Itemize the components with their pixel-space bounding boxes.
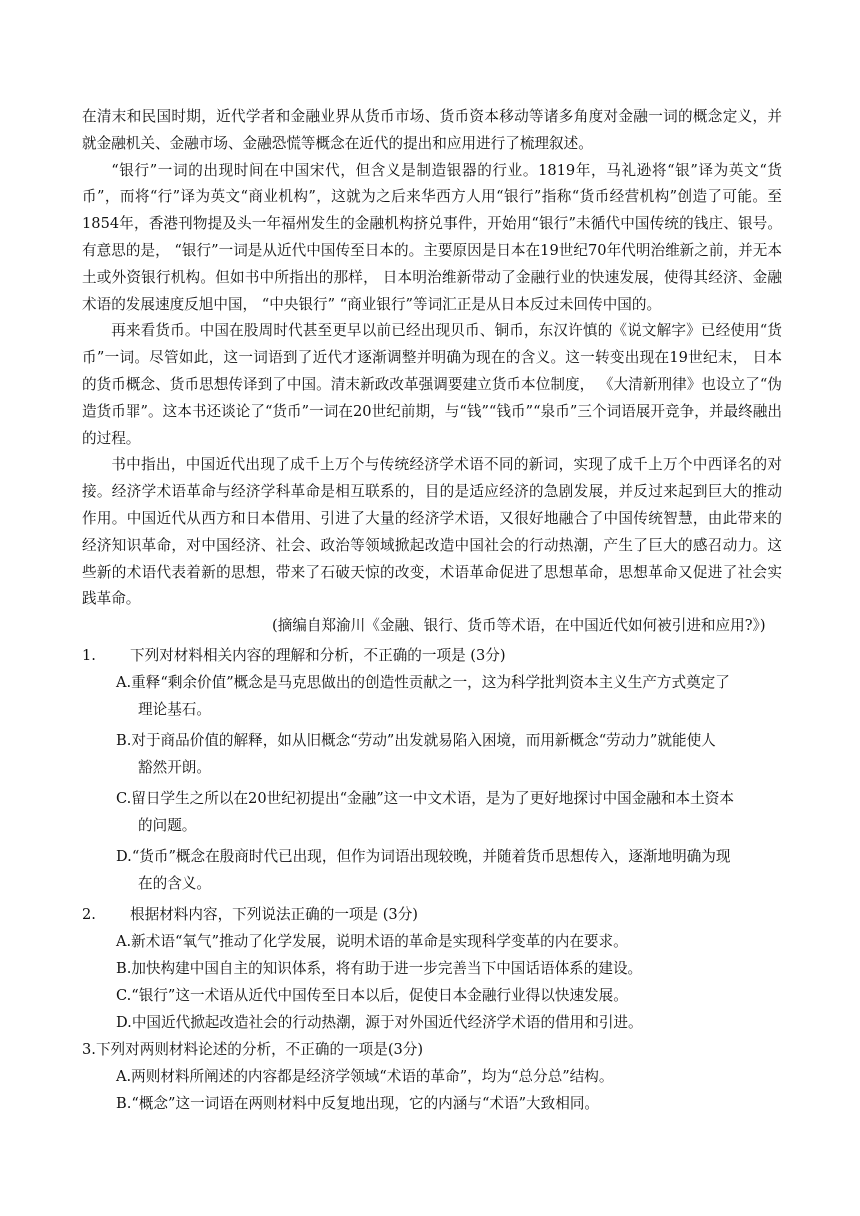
option-a[interactable]: A.新术语“氧气”推动了化学发展，说明术语的革命是实现科学变革的内在要求。 — [116, 932, 628, 950]
option-text-continued: 的问题。 — [138, 816, 197, 834]
option-a[interactable] — [82, 669, 782, 723]
question-text: 下列对材料相关内容的理解和分析，不正确的一项是 (3分) — [130, 646, 506, 664]
option-c[interactable]: C.“银行”这一术语从近代中国传至日本以后，促使日本金融行业得以快速发展。 — [116, 986, 628, 1004]
question-2 — [82, 901, 782, 1036]
option-c[interactable] — [82, 785, 782, 839]
option-b[interactable] — [82, 727, 782, 781]
option-text-continued: 在的含义。 — [138, 874, 211, 892]
option-a[interactable]: A.两则材料所阐述的内容都是经济学领域“术语的革命”，均为“总分总”结构。 — [116, 1067, 614, 1085]
option-d[interactable]: D.中国近代掀起改造社会的行动热潮，源于对外国近代经济学术语的借用和引进。 — [116, 1013, 643, 1031]
passage-source: (摘编自郑渝川《金融、银行、货币等术语，在中国近代如何被引进和应用?》) — [272, 617, 766, 635]
option-text: B.对于商品价值的解释，如从旧概念“劳动”出发就易陷入困境，而用新概念“劳动力”就能使人 — [116, 731, 716, 749]
option-d[interactable] — [82, 843, 782, 897]
passage-paragraph-2: “银行”一词的出现时间在中国宋代，但含义是制造银器的行业。1819年，马礼逊将“银”译为英文“货币”，而将“行”译为英文“商业机构”，这就为之后来华西方人用“银行”指称“货币经营机构”创造了可能。至1854年，香港刊物提及头一年福州发生的金融机构挤兑事件，开始用“银行”未循代中国传统的钱庄、银号。有意思的是， “银行”一词是从近代中国传至日本的。主要原因是日本在19世纪70年代明治维新之前，并无本土或外资银行机构。但如书中所指出的那样， 日本明治维新带动了金融行业的快速发展，使得其经济、金融术语的发展速度反旭中国， “中央银行” “商业银行”等词汇正是从日本反过未回传中国的。 — [82, 161, 782, 313]
option-text: D.“货币”概念在殷商时代已出现，但作为词语出现较晚，并随着货币思想传入，逐渐地明确为现 — [116, 847, 731, 865]
passage-paragraph-4: 书中指出，中国近代出现了成千上万个与传统经济学术语不同的新词，实现了成千上万个中西译名的对接。经济学术语革命与经济学科革命是相互联系的，目的是适应经济的急剧发展，并反过来起到巨大的推动作用。中国近代从西方和日本借用、引进了大量的经济学术语，又很好地融合了中国传统智慧，由此带来的经济知识革命，对中国经济、社会、政治等领域掀起改造中国社会的行动热潮，产生了巨大的感召动力。这些新的术语代表着新的思想，带来了石破天惊的改变，术语革命促进了思想革命，思想革命又促进了社会实践革命。 — [82, 456, 782, 608]
document-page — [82, 104, 782, 1117]
question-number: 1. — [82, 646, 96, 664]
question-number: 3. — [82, 1040, 96, 1058]
option-b[interactable]: B.“概念”这一词语在两则材料中反复地出现，它的内涵与“术语”大致相同。 — [116, 1094, 600, 1112]
option-text: C.留日学生之所以在20世纪初提出“金融”这一中文术语，是为了更好地探讨中国金融和本土资本 — [116, 789, 734, 807]
option-text: A.重释“剩余价值”概念是马克思做出的创造性贡献之一，这为科学批判资本主义生产方式奠定了 — [116, 673, 730, 691]
question-stem — [82, 642, 782, 669]
question-text: 根据材料内容，下列说法正确的一项是 (3分) — [130, 905, 419, 923]
question-text: 下列对两则材料论述的分析，不正确的一项是(3分) — [95, 1040, 424, 1058]
passage-paragraph-1: 在清末和民国时期，近代学者和金融业界从货币市场、货币资本移动等诸多角度对金融一词的概念定义，并就金融机关、金融市场、金融恐慌等概念在近代的提出和应用进行了梳理叙述。 — [82, 108, 782, 152]
question-stem — [82, 901, 782, 928]
question-number: 2. — [82, 905, 96, 923]
option-text-continued: 理论基石。 — [138, 700, 211, 718]
option-b[interactable]: B.加快构建中国自主的知识体系，将有助于进一步完善当下中国话语体系的建设。 — [116, 959, 643, 977]
option-text-continued: 豁然开朗。 — [138, 758, 211, 776]
question-1 — [82, 642, 782, 897]
question-3 — [82, 1036, 782, 1117]
passage-paragraph-3: 再来看货币。中国在股周时代甚至更早以前已经出现贝币、铜币，东汉许慎的《说文解字》已经使用“货币”一词。尽管如此，这一词语到了近代才逐渐调整并明确为现在的含义。这一转变出现在19世纪末， 日本的货币概念、货币思想传译到了中国。清末新政改革强调要建立货币本位制度， 《大清新刑律》也设立了“伪造货币罪”。这本书还谈论了“货币”一词在20世纪前期，与“钱”“钱币”“泉币”三个词语展开竞争，并最终融出的过程。 — [82, 322, 782, 447]
question-stem — [82, 1036, 782, 1063]
